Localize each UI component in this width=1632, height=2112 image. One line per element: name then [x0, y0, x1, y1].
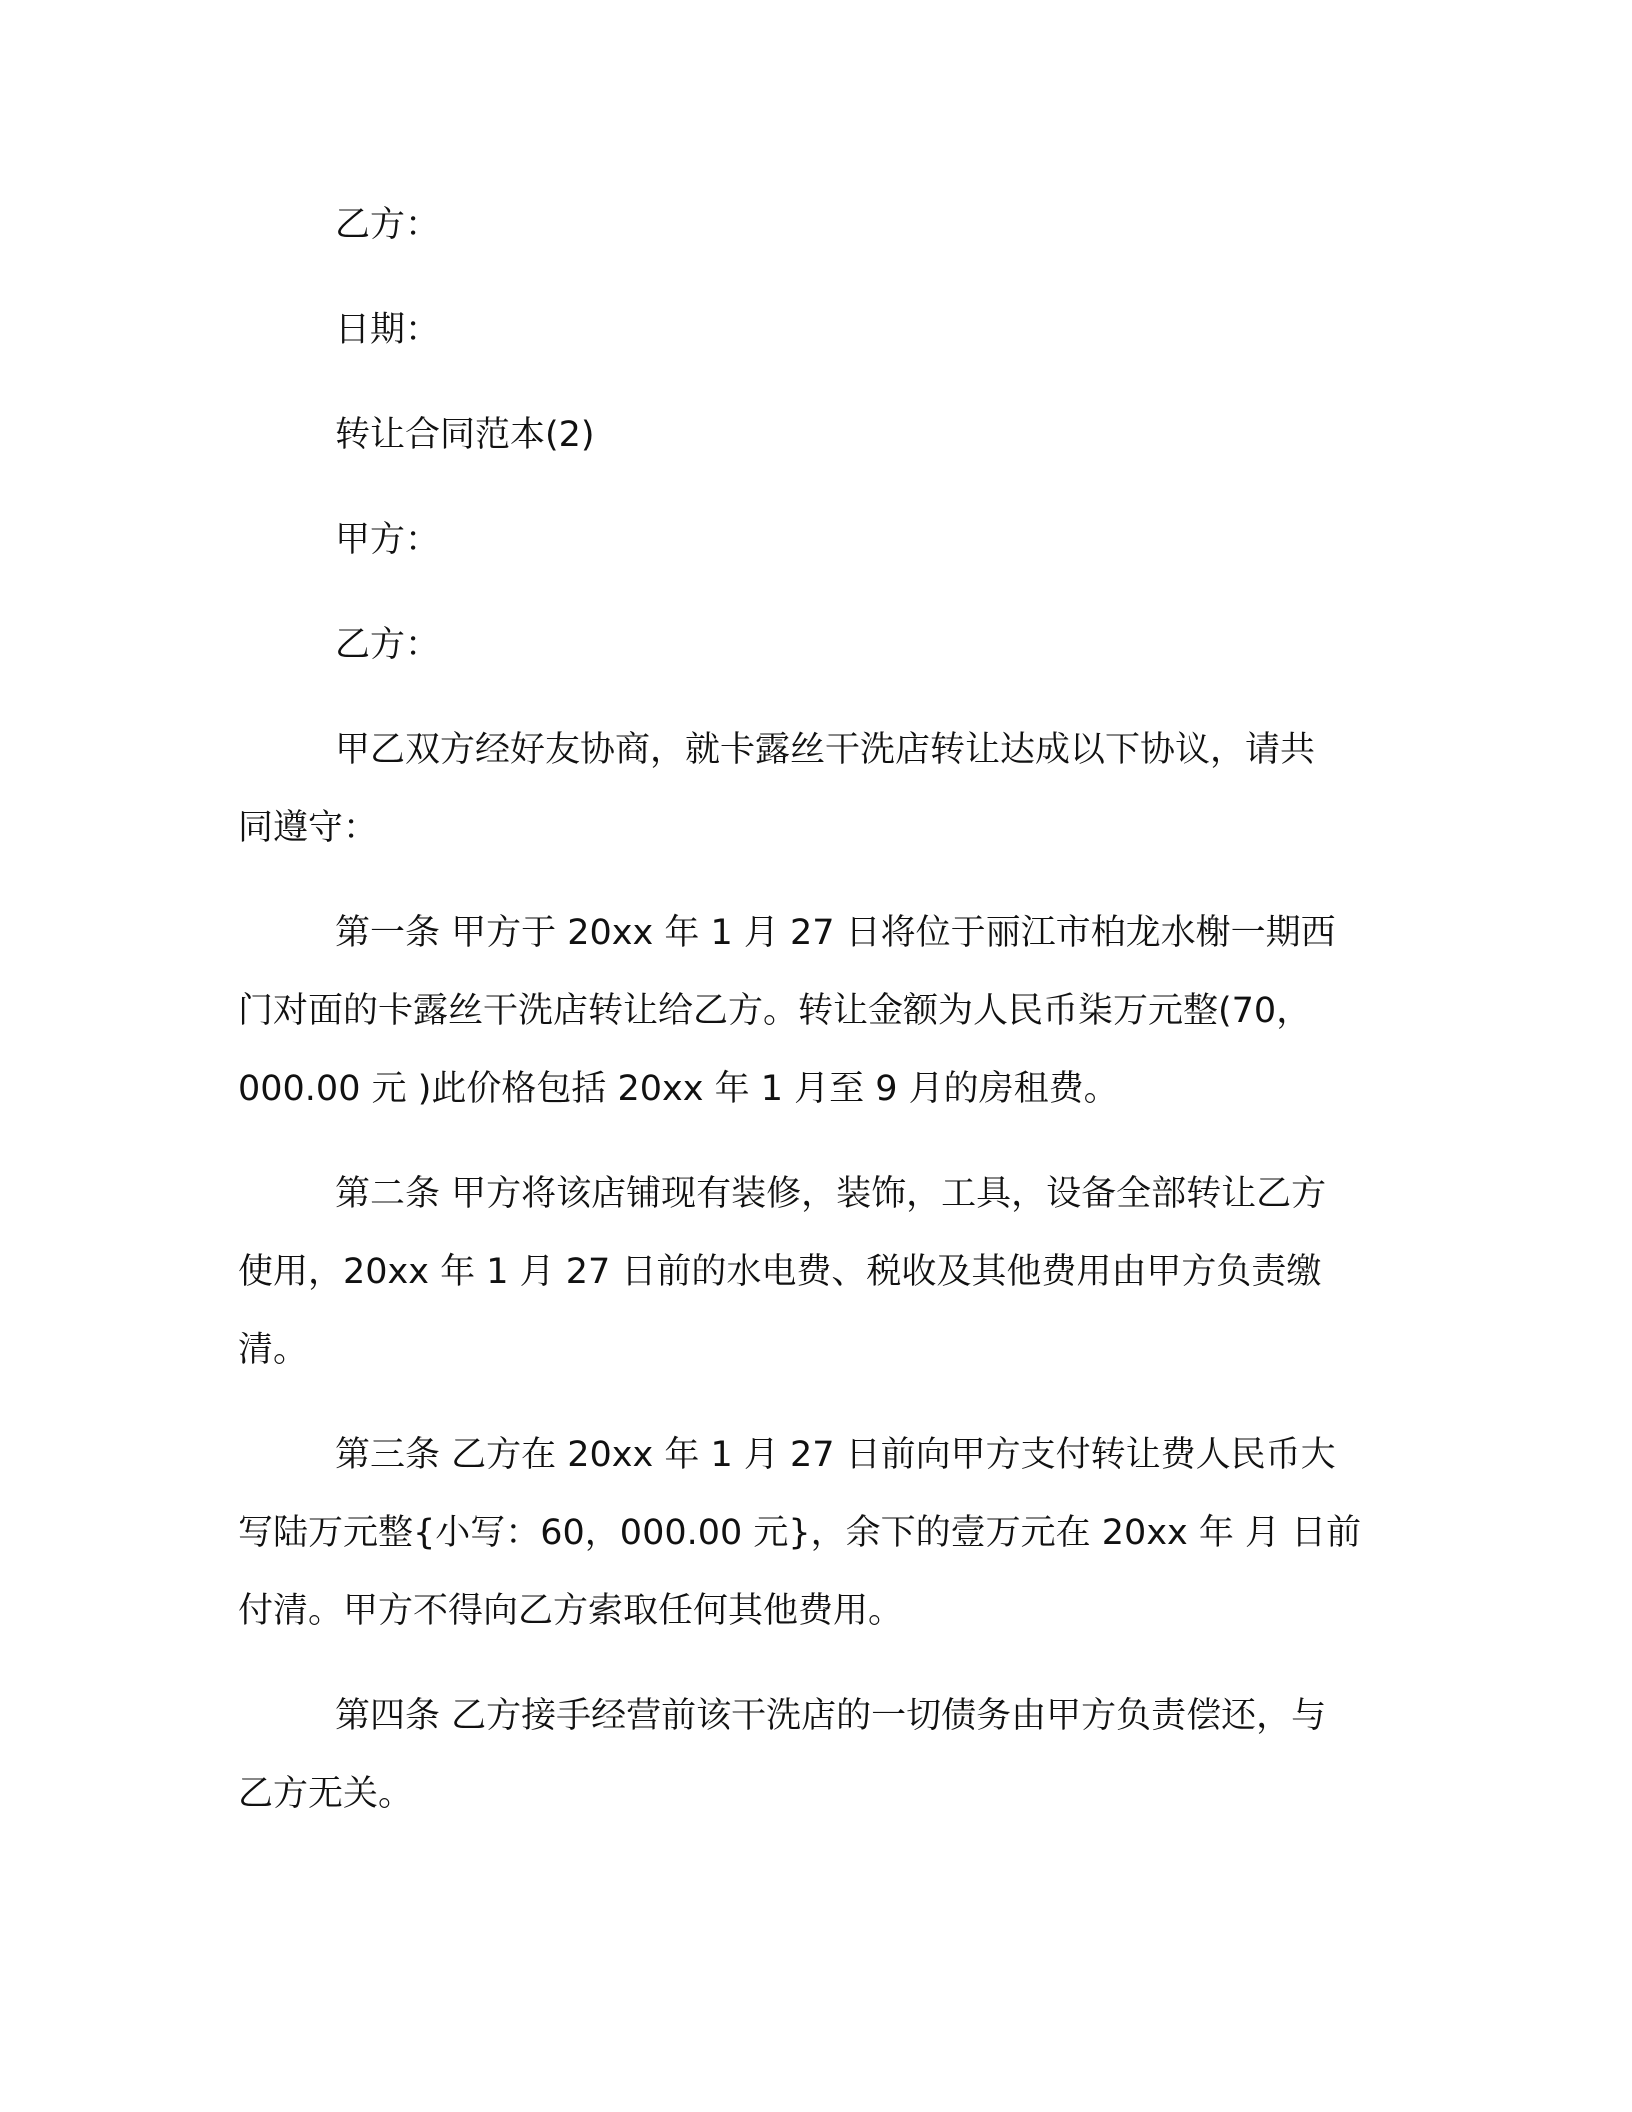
paragraph-intro: [238, 711, 1388, 867]
paragraph-line: 付清。甲方不得向乙方索取任何其他费用。: [238, 1591, 904, 1631]
paragraph-line: 门对面的卡露丝干洗店转让给乙方。转让金额为人民币柒万元整(70，: [238, 991, 1312, 1031]
paragraph-line: 第四条 乙方接手经营前该干洗店的一切债务由甲方负责偿还，与: [335, 1696, 1327, 1736]
contract-title: 转让合同范本(2): [335, 415, 595, 455]
paragraph-line: 使用，20xx 年 1 月 27 日前的水电费、税收及其他费用由甲方负责缴: [238, 1252, 1322, 1292]
party-a-label: 甲方：: [335, 520, 441, 560]
paragraph-article-2: [238, 1155, 1388, 1389]
paragraph-article-4: [238, 1677, 1388, 1833]
paragraph-line: 同遵守：: [238, 808, 379, 848]
paragraph-line: 乙方无关。: [238, 1774, 414, 1814]
paragraph-article-3: [238, 1416, 1388, 1650]
paragraph-line: 第一条 甲方于 20xx 年 1 月 27 日将位于丽江市柏龙水榭一期西: [335, 913, 1336, 953]
paragraph-line: 第三条 乙方在 20xx 年 1 月 27 日前向甲方支付转让费人民币大: [335, 1435, 1336, 1475]
paragraph-line: 000.00 元 )此价格包括 20xx 年 1 月至 9 月的房租费。: [238, 1069, 1119, 1109]
paragraph-line: 第二条 甲方将该店铺现有装修，装饰，工具，设备全部转让乙方: [335, 1174, 1327, 1214]
party-b-label: 乙方：: [335, 205, 441, 245]
party-b-label-2: 乙方：: [335, 625, 441, 665]
paragraph-line: 写陆万元整{小写：60，000.00 元}，余下的壹万元在 20xx 年 月 日前: [238, 1513, 1362, 1553]
document-body: [238, 186, 1388, 1860]
paragraph-article-1: [238, 894, 1388, 1128]
date-label: 日期：: [335, 310, 441, 350]
paragraph-line: 清。: [238, 1330, 309, 1370]
paragraph-line: 甲乙双方经好友协商，就卡露丝干洗店转让达成以下协议，请共: [335, 730, 1316, 770]
